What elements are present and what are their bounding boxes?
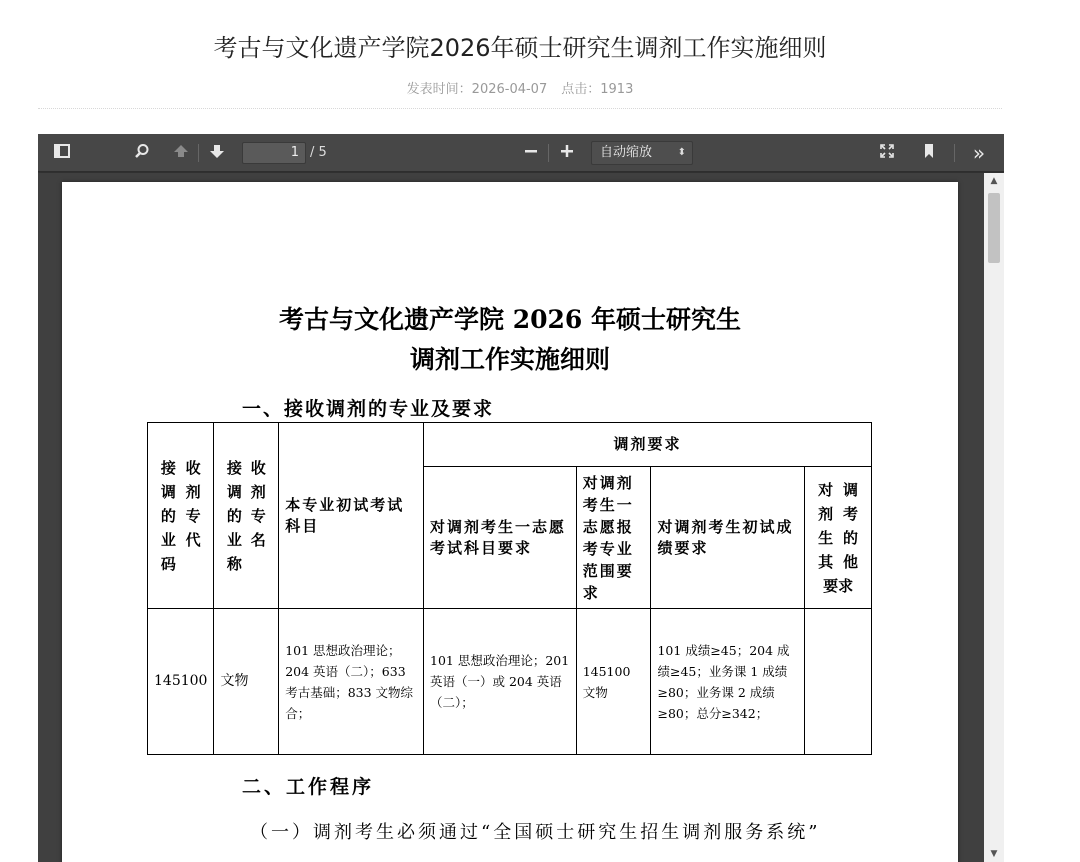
vertical-scrollbar[interactable]	[984, 173, 1004, 862]
page-count: / 5	[310, 145, 327, 160]
header-exam: 本专业初试考试科目	[279, 423, 424, 609]
header-sub3: 对调剂考生初试成绩要求	[651, 467, 805, 609]
next-page-icon[interactable]	[206, 142, 228, 164]
section-heading-2: 二、工作程序	[242, 776, 375, 798]
cell-sub2: 145100 文物	[576, 609, 651, 755]
cell-sub1: 101 思想政治理论；201 英语（一）或 204 英语（二）；	[424, 609, 577, 755]
toolbar-separator	[548, 144, 549, 162]
doc-title-line2: 调剂工作实施细则	[409, 345, 610, 374]
zoom-in-icon[interactable]	[556, 142, 578, 164]
paragraph-1: （一）调剂考生必须通过“全国硕士研究生招生调剂服务系统”	[250, 822, 821, 843]
section-heading-1: 一、接收调剂的专业及要求	[242, 398, 495, 420]
search-icon[interactable]	[130, 142, 154, 164]
zoom-select[interactable]	[591, 141, 693, 165]
header-sub2: 对调剂考生一志愿报考专业范围要求	[576, 467, 651, 609]
doc-title-line1: 考古与文化遗产学院 2026 年硕士研究生	[279, 305, 741, 334]
cell-code: 145100	[148, 609, 214, 755]
scroll-up-icon[interactable]: ▲	[990, 176, 998, 186]
select-arrows-icon: ⬍	[677, 147, 686, 158]
requirements-table	[147, 422, 872, 755]
clicks-label: 点击：	[561, 82, 601, 97]
cell-sub3: 101 成绩≥45；204 成绩≥45；业务课 1 成绩≥80；业务课 2 成绩≥80；总分≥342；	[651, 609, 805, 755]
table-header-cell: 对 调 剂 考 生 的 其 他 要求	[805, 467, 872, 609]
sidebar-toggle-icon[interactable]	[50, 142, 74, 164]
publish-label: 发表时间：	[406, 82, 472, 97]
zoom-select-value: 自动缩放	[600, 145, 653, 160]
cell-sub4	[805, 609, 872, 755]
cell-exam: 101 思想政治理论；204 英语（二）；633 考古基础；833 文物综合；	[279, 609, 424, 755]
toolbar-separator	[198, 144, 199, 162]
table-row	[148, 609, 872, 755]
table-header-cell: 接 收 调 剂 的 专 业 代 码	[148, 423, 214, 609]
header-sub1: 对调剂考生一志愿考试科目要求	[424, 467, 577, 609]
publish-date: 2026-04-07	[471, 82, 548, 97]
fullscreen-icon[interactable]	[876, 142, 898, 164]
pdf-toolbar	[38, 134, 1004, 172]
scroll-down-icon[interactable]: ▼	[990, 849, 998, 859]
bookmark-icon[interactable]	[918, 142, 940, 164]
scroll-thumb[interactable]	[988, 193, 1000, 263]
article-meta	[0, 78, 1040, 97]
page-number-input[interactable]: 1	[242, 142, 306, 164]
pdf-viewer	[38, 134, 1004, 862]
pdf-page	[62, 182, 958, 862]
table-header-cell: 接 收 调 剂 的 专 业 名 称	[214, 423, 279, 609]
header-requirements: 调剂要求	[424, 423, 872, 467]
previous-page-icon[interactable]	[170, 142, 192, 164]
zoom-out-icon[interactable]	[520, 142, 542, 164]
clicks-count: 1913	[600, 82, 634, 97]
cell-name: 文物	[214, 609, 279, 755]
tools-icon[interactable]: »	[972, 141, 986, 165]
pdf-canvas[interactable]	[38, 173, 984, 862]
divider	[38, 108, 1002, 109]
toolbar-separator	[954, 144, 955, 162]
page-title: 考古与文化遗产学院2026年硕士研究生调剂工作实施细则	[213, 34, 827, 62]
